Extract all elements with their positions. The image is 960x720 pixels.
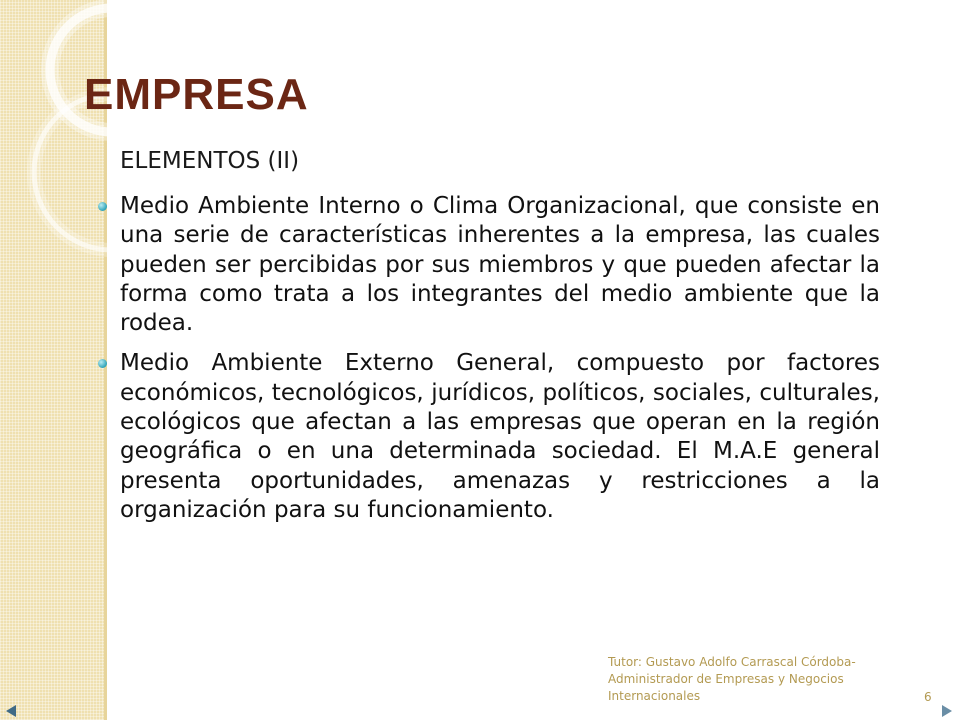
bullet-dot-icon [98,202,107,211]
bullet-list [96,192,880,536]
bullet-text: Medio Ambiente Interno o Clima Organizacional, que consiste en una serie de características inherentes a la empresa, las cuales pueden ser percibidas por sus miembros y que pueden afectar la forma como trata a los integrantes del medio ambiente que la rodea. [120,193,880,337]
bullet-dot-icon [98,359,107,368]
bullet-item [96,349,880,525]
bullet-text: Medio Ambiente Externo General, compuesto por factores económicos, tecnológicos, jurídicos, políticos, sociales, culturales, ecológicos que afectan a las empresas que operan en la región geográfica o en una determinada sociedad. El M.A.E general presenta oportunidades, amenazas y restricciones a la organización para su funcionamiento. [120,350,880,523]
page-number: 6 [924,690,932,704]
footer-author: Tutor: Gustavo Adolfo Carrascal Córdoba- Administrador de Empresas y Negocios Internacionales [608,655,856,703]
next-slide-button[interactable] [940,704,954,718]
slide-subheading: ELEMENTOS (II) [120,148,300,174]
slide-title: EMPRESA [84,70,309,119]
bullet-item [96,192,880,338]
triangle-left-icon [6,705,16,717]
previous-slide-button[interactable] [4,704,18,718]
triangle-right-icon [942,705,952,717]
